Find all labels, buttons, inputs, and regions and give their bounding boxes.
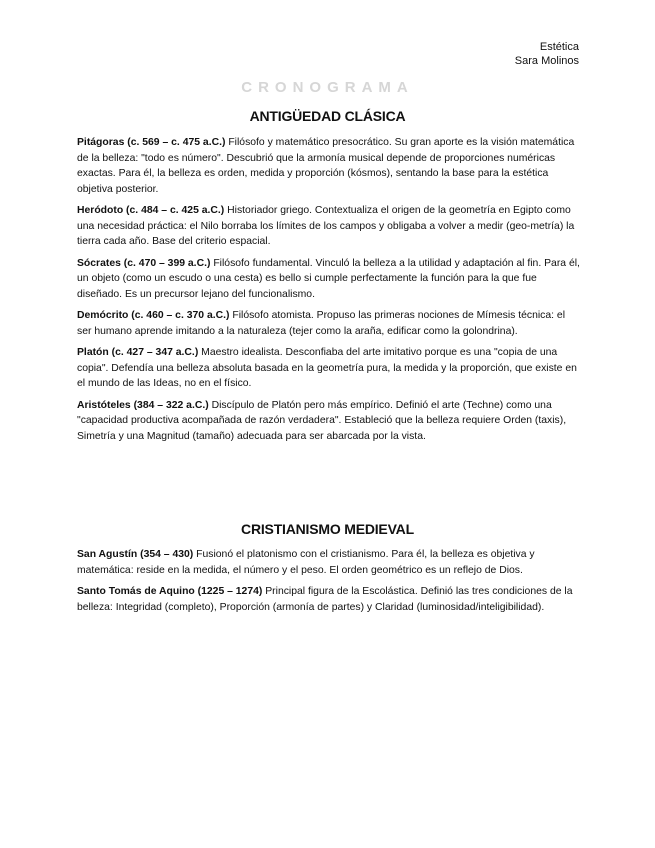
- entry-pitagoras: [77, 135, 580, 197]
- entry-name: Pitágoras (c. 569 – c. 475 a.C.): [77, 137, 226, 148]
- section-heading-cristianismo: CRISTIANISMO MEDIEVAL: [241, 521, 414, 537]
- entry-text: Historiador griego. Contextualiza el origen de la geometría en Egipto como una necesidad práctica: el Nilo borraba los límites de los campos y obligaba a volver a medir (geo-metría) la tierra cada año. Base del criterio espacial.: [77, 205, 575, 247]
- entry-name: Demócrito (c. 460 – c. 370 a.C.): [77, 310, 230, 321]
- entry-name: Santo Tomás de Aquino (1225 – 1274): [77, 586, 263, 597]
- entry-text: Filósofo atomista. Propuso las primeras nociones de Mímesis técnica: el ser humano aprende imitando a la naturaleza (tejer como la araña, edificar como la golondrina).: [77, 310, 565, 337]
- entry-herodoto: [77, 203, 580, 250]
- section-heading-antiguedad: ANTIGÜEDAD CLÁSICA: [249, 108, 406, 124]
- entry-text: Principal figura de la Escolástica. Definió las tres condiciones de la belleza: Integridad (completo), Proporción (armonía de partes) y Claridad (luminosidad/inteligibilidad).: [77, 586, 573, 613]
- entry-name: Platón (c. 427 – 347 a.C.): [77, 347, 199, 358]
- entry-name: San Agustín (354 – 430): [77, 549, 194, 560]
- section-cristianismo-entries: [77, 547, 580, 621]
- entry-santo-tomas: [77, 584, 580, 615]
- section-antiguedad-entries: [77, 135, 580, 450]
- entry-text: Discípulo de Platón pero más empírico. Definió el arte (Techne) como una "capacidad productiva acompañada de razón verdadera". Estableció que la belleza requiere Orden (taxis), Simetría y una Magnitud (tamaño) adecuada para ser abarcada por la vista.: [77, 399, 567, 442]
- entry-democrito: [77, 308, 580, 339]
- course-name: Estética: [539, 41, 579, 53]
- entry-socrates: [77, 256, 580, 303]
- entry-name: Heródoto (c. 484 – c. 425 a.C.): [77, 205, 225, 216]
- entry-platon: [77, 345, 580, 392]
- entry-text: Filósofo fundamental. Vinculó la belleza a la utilidad y adaptación al fin. Para él, un objeto (como un escudo o una cesta) es bello si cumple perfectamente la función para la que fue diseñado. Es un precursor lejano del funcionalismo.: [77, 257, 580, 300]
- entry-name: Sócrates (c. 470 – 399 a.C.): [77, 257, 211, 269]
- entry-name: Aristóteles (384 – 322 a.C.): [77, 399, 209, 411]
- author-name: Sara Molinos: [514, 55, 579, 67]
- document-title: CRONOGRAMA: [241, 79, 414, 96]
- entry-text: Filósofo y matemático presocrático. Su gran aporte es la visión matemática de la belleza: "todo es número". Descubrió que la armonía musical depende de proporciones numéricas exactas. Para él, la belleza es orden, medida y proporción (kósmos), sentando la base para la estética objetiva posterior.: [77, 137, 575, 195]
- entry-text: Maestro idealista. Desconfiaba del arte imitativo porque es una "copia de una copia". Defendía una belleza absoluta basada en la geometría pura, la medida y la proporción, que existe en el mundo de las Ideas, no en el físico.: [77, 347, 577, 389]
- entry-aristoteles: [77, 398, 580, 445]
- page-header: [515, 40, 579, 68]
- entry-san-agustin: [77, 547, 580, 578]
- entry-text: Fusionó el platonismo con el cristianismo. Para él, la belleza es objetiva y matemática: reside en la medida, el número y el peso. El orden geométrico es un reflejo de Dios.: [77, 549, 535, 576]
